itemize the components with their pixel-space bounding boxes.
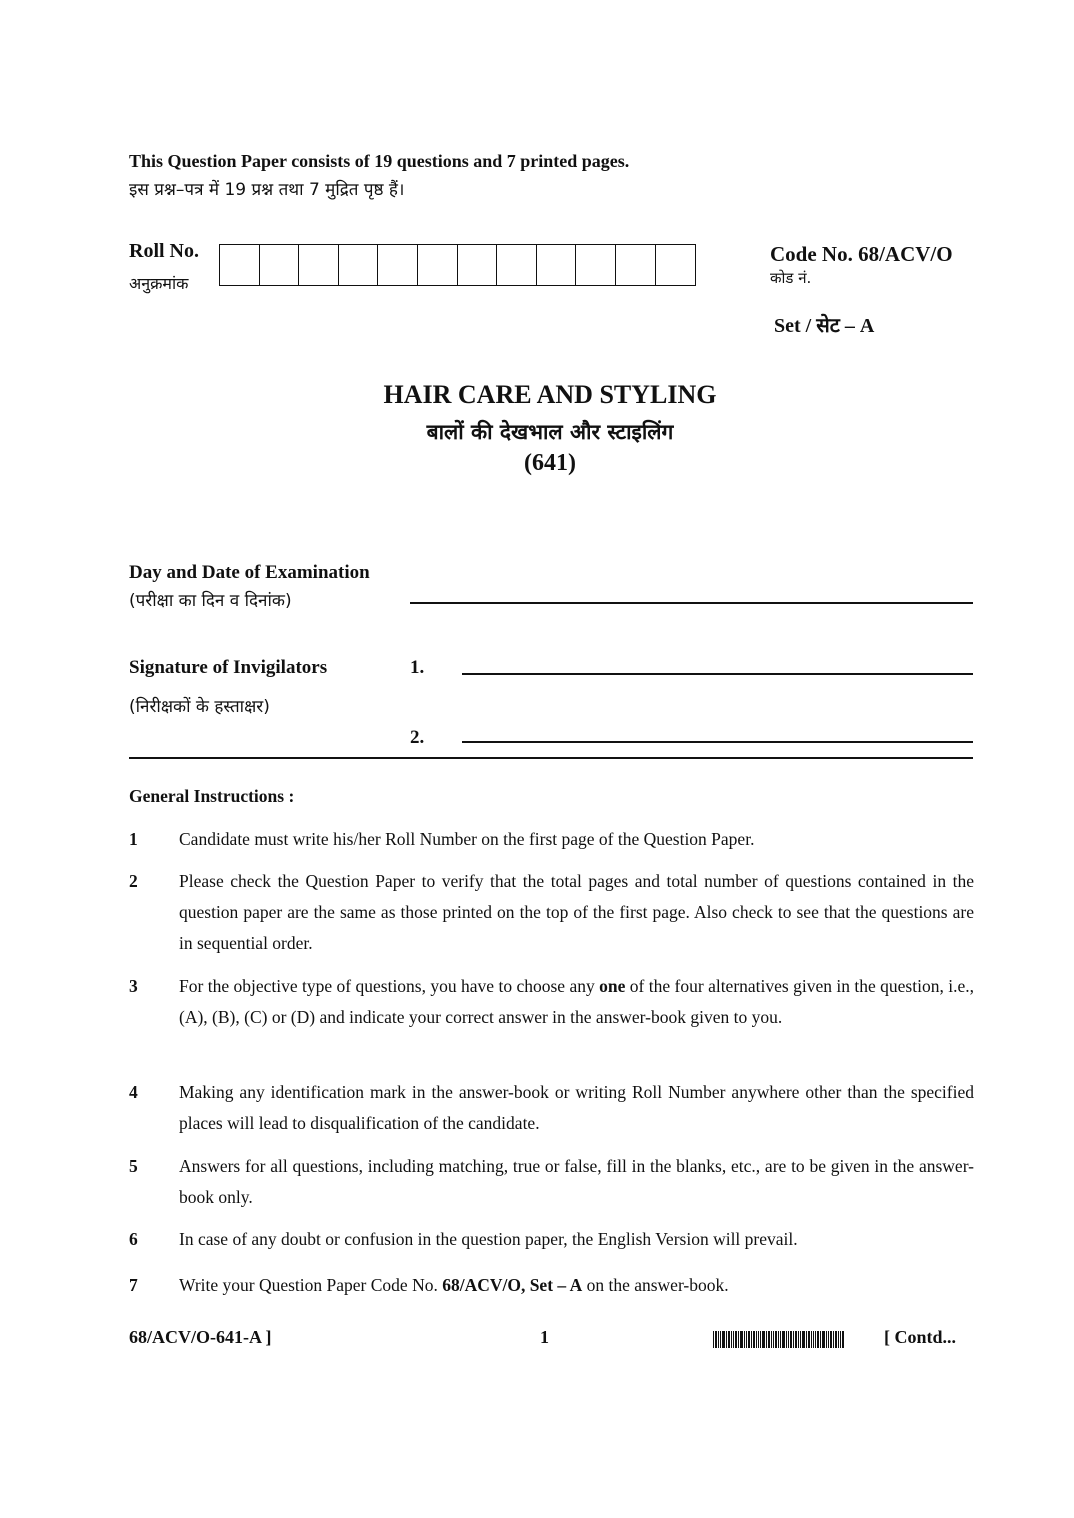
barcode-bar bbox=[715, 1331, 717, 1348]
barcode-bar bbox=[833, 1331, 834, 1348]
code-number: Code No. 68/ACV/O bbox=[770, 242, 953, 266]
subject-title-hi: बालों की देखभाल और स्टाइलिंग bbox=[426, 420, 674, 444]
instruction-text: Making any identification mark in the answer-book or writing Roll Number anywhere other than the specified places will lead to disqualification of the candidate. bbox=[179, 1082, 974, 1133]
barcode-bar bbox=[822, 1331, 825, 1348]
signature-1-line[interactable] bbox=[462, 673, 973, 675]
barcode-bar bbox=[768, 1331, 770, 1348]
barcode-bar bbox=[828, 1331, 829, 1348]
barcode-bar bbox=[838, 1331, 839, 1348]
instruction-item bbox=[129, 1270, 974, 1301]
barcode-bar bbox=[808, 1331, 810, 1348]
barcode-bar bbox=[740, 1331, 743, 1348]
barcode-bar bbox=[760, 1331, 761, 1348]
instruction-item bbox=[129, 971, 974, 1033]
barcode-bar bbox=[842, 1331, 844, 1348]
instruction-number: 5 bbox=[129, 1156, 138, 1176]
roll-cell[interactable] bbox=[537, 245, 577, 285]
barcode-bar bbox=[817, 1331, 819, 1348]
instruction-text: Write your Question Paper Code No. 68/ACV/O, Set – A on the answer-book. bbox=[179, 1275, 729, 1295]
barcode-bar bbox=[773, 1331, 774, 1348]
barcode-bar bbox=[835, 1331, 837, 1348]
barcode-bar bbox=[788, 1331, 789, 1348]
barcode-bar bbox=[840, 1331, 841, 1348]
barcode-bar bbox=[811, 1331, 812, 1348]
day-date-label-hi: (परीक्षा का दिन व दिनांक) bbox=[129, 591, 292, 611]
instruction-number: 4 bbox=[129, 1082, 138, 1102]
barcode-bar bbox=[766, 1331, 767, 1348]
signature-label: Signature of Invigilators bbox=[129, 657, 328, 678]
barcode-bar bbox=[775, 1331, 777, 1348]
barcode-bar bbox=[798, 1331, 799, 1348]
instruction-item bbox=[129, 866, 974, 959]
pages-info-en: This Question Paper consists of 19 questions and 7 printed pages. bbox=[129, 151, 630, 171]
instruction-number: 2 bbox=[129, 871, 138, 891]
barcode-bar bbox=[800, 1331, 801, 1348]
barcode-bar bbox=[782, 1331, 785, 1348]
instruction-number: 3 bbox=[129, 976, 138, 996]
barcode-bar bbox=[771, 1331, 772, 1348]
barcode-bar bbox=[726, 1331, 727, 1348]
barcode-bar bbox=[720, 1331, 721, 1348]
page-number: 1 bbox=[540, 1327, 549, 1347]
pages-info-hi: इस प्रश्न–पत्र में 19 प्रश्न तथा 7 मुद्रित पृष्ठ हैं। bbox=[129, 180, 405, 200]
signature-1-num: 1. bbox=[410, 657, 425, 678]
roll-cell[interactable] bbox=[339, 245, 379, 285]
barcode-bar bbox=[778, 1331, 779, 1348]
instruction-number: 1 bbox=[129, 829, 138, 849]
roll-cell[interactable] bbox=[418, 245, 458, 285]
barcode-bar bbox=[786, 1331, 787, 1348]
roll-cell[interactable] bbox=[378, 245, 418, 285]
roll-cell[interactable] bbox=[299, 245, 339, 285]
signature-label-hi: (निरीक्षकों के हस्ताक्षर) bbox=[129, 697, 270, 717]
barcode-bar bbox=[722, 1331, 725, 1348]
barcode-bar bbox=[793, 1331, 794, 1348]
barcode-bar bbox=[751, 1331, 752, 1348]
instruction-text: For the objective type of questions, you have to choose any one of the four alternatives given in the question, i.e., (A), (B), (C) or (D) and indicate your correct answer in the answer-book given to you. bbox=[179, 976, 974, 1027]
roll-cell[interactable] bbox=[458, 245, 498, 285]
barcode-bar bbox=[735, 1331, 737, 1348]
barcode-bar bbox=[728, 1331, 730, 1348]
barcode-bar bbox=[713, 1331, 714, 1348]
barcode-bar bbox=[815, 1331, 816, 1348]
barcode-bar bbox=[738, 1331, 739, 1348]
signature-2-line[interactable] bbox=[462, 741, 973, 743]
barcode-bar bbox=[758, 1331, 759, 1348]
subject-title: HAIR CARE AND STYLING bbox=[383, 380, 717, 409]
contd-label: [ Contd... bbox=[884, 1327, 957, 1347]
instruction-item bbox=[129, 1224, 974, 1255]
set-label: Set / सेट – A bbox=[774, 315, 875, 337]
barcode-bar bbox=[820, 1331, 821, 1348]
roll-no-label: Roll No. bbox=[129, 240, 199, 262]
barcode-bar bbox=[753, 1331, 755, 1348]
barcode-bar bbox=[718, 1331, 719, 1348]
roll-cell[interactable] bbox=[576, 245, 616, 285]
roll-cell[interactable] bbox=[656, 245, 696, 285]
barcode-bar bbox=[813, 1331, 814, 1348]
roll-cell[interactable] bbox=[616, 245, 656, 285]
barcode-bar bbox=[762, 1331, 765, 1348]
instruction-text: Please check the Question Paper to verify that the total pages and total number of questions contained in the question paper are the same as those printed on the top of the first page. Also check to see that the questions are in sequential order. bbox=[179, 871, 974, 953]
day-date-label: Day and Date of Examination bbox=[129, 562, 370, 583]
subject-code: (641) bbox=[524, 450, 576, 476]
barcode-bar bbox=[790, 1331, 792, 1348]
section-divider bbox=[129, 757, 973, 759]
barcode-bar bbox=[756, 1331, 757, 1348]
footer-code: 68/ACV/O-641-A ] bbox=[129, 1327, 272, 1347]
roll-cell[interactable] bbox=[220, 245, 260, 285]
instructions-heading: General Instructions : bbox=[129, 786, 295, 806]
instruction-item bbox=[129, 824, 974, 855]
roll-no-label-hi: अनुक्रमांक bbox=[129, 274, 189, 293]
barcode-bar bbox=[731, 1331, 732, 1348]
instruction-item bbox=[129, 1151, 974, 1213]
barcode-icon bbox=[713, 1331, 873, 1348]
instruction-item bbox=[129, 1077, 974, 1139]
barcode-bar bbox=[826, 1331, 827, 1348]
instruction-text: Candidate must write his/her Roll Number on the first page of the Question Paper. bbox=[179, 829, 755, 849]
roll-cell[interactable] bbox=[260, 245, 300, 285]
barcode-bar bbox=[806, 1331, 807, 1348]
barcode-bar bbox=[802, 1331, 805, 1348]
signature-2-num: 2. bbox=[410, 727, 425, 748]
barcode-bar bbox=[780, 1331, 781, 1348]
barcode-bar bbox=[746, 1331, 747, 1348]
barcode-bar bbox=[748, 1331, 750, 1348]
day-date-line[interactable] bbox=[410, 602, 973, 604]
barcode-bar bbox=[733, 1331, 734, 1348]
barcode-bar bbox=[830, 1331, 832, 1348]
barcode-bar bbox=[744, 1331, 745, 1348]
instruction-number: 7 bbox=[129, 1275, 138, 1295]
instruction-text: In case of any doubt or confusion in the question paper, the English Version will prevail. bbox=[179, 1229, 798, 1249]
barcode-bar bbox=[795, 1331, 797, 1348]
instruction-number: 6 bbox=[129, 1229, 138, 1249]
roll-cell[interactable] bbox=[497, 245, 537, 285]
code-number-hi: कोड नं. bbox=[770, 269, 812, 287]
roll-number-boxes[interactable] bbox=[219, 244, 696, 286]
instruction-text: Answers for all questions, including matching, true or false, fill in the blanks, etc., are to be given in the answer-book only. bbox=[179, 1156, 974, 1207]
